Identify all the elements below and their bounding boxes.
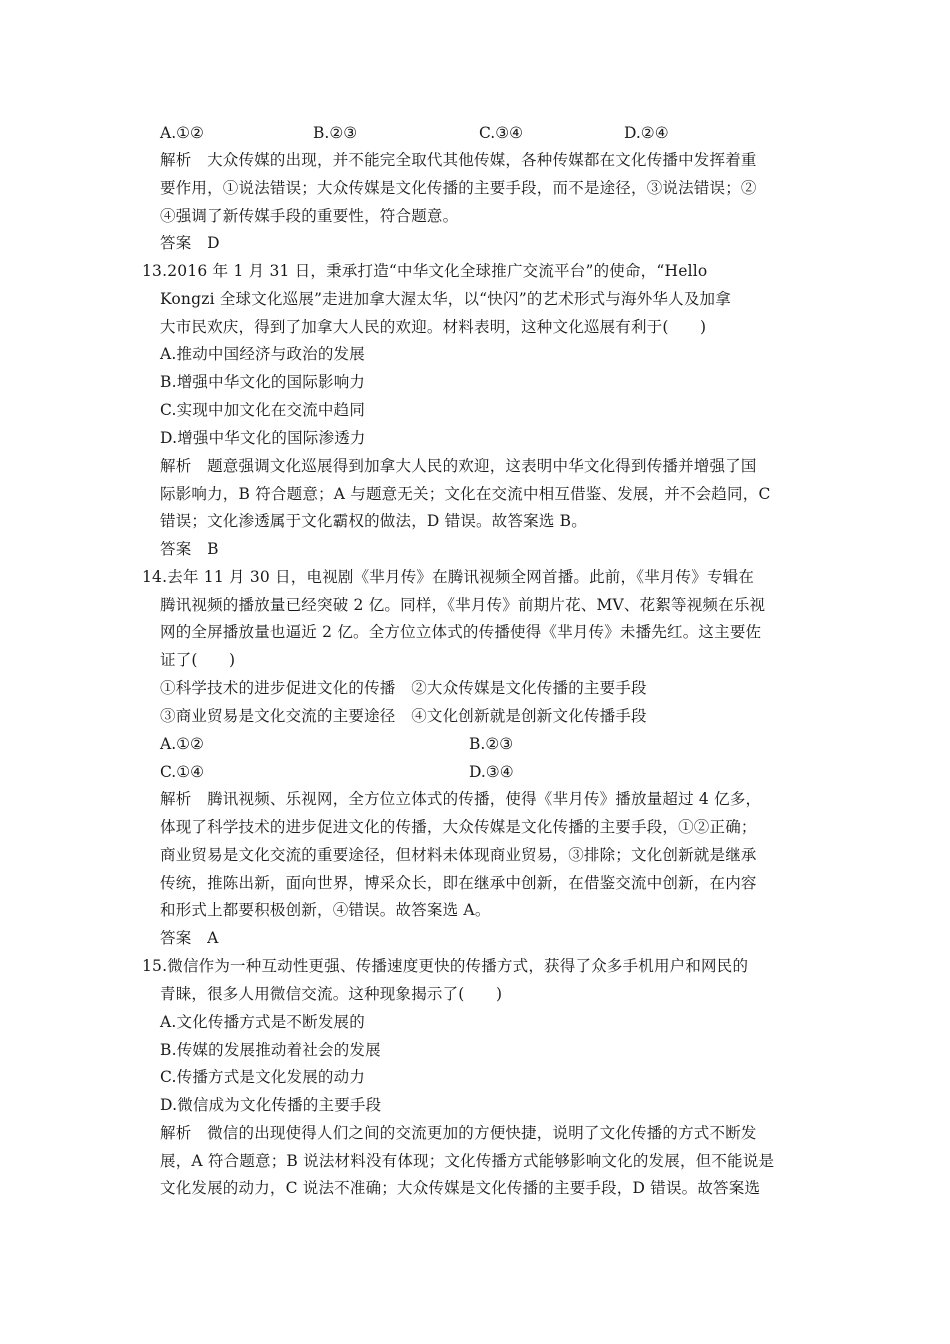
q14-option-a: A.①② xyxy=(160,735,204,753)
q13-option-c: C.实现中加文化在交流中趋同 xyxy=(160,401,366,419)
q15-option-c: C.传播方式是文化发展的动力 xyxy=(160,1068,366,1086)
q14-option-c: C.①④ xyxy=(160,763,205,781)
q15-option-a: A.文化传播方式是不断发展的 xyxy=(160,1013,365,1031)
q14-statement-line: ③商业贸易是文化交流的主要途径 ④文化创新就是创新文化传播手段 xyxy=(160,707,647,725)
q15-analysis-line: 解析 微信的出现使得人们之间的交流更加的方便快捷，说明了文化传播的方式不断发 xyxy=(160,1124,757,1142)
q15-analysis-line: 文化发展的动力，C 说法不准确；大众传媒是文化传播的主要手段，D 错误。故答案选 xyxy=(160,1179,761,1197)
q13-option-a: A.推动中国经济与政治的发展 xyxy=(160,345,365,363)
q12-option-b: B.②③ xyxy=(313,124,358,142)
q14-analysis-line: 传统，推陈出新，面向世界，博采众长，即在继承中创新，在借鉴交流中创新，在内容 xyxy=(160,874,757,892)
q14-analysis-line: 体现了科学技术的进步促进文化的传播，大众传媒是文化传播的主要手段，①②正确； xyxy=(160,818,757,836)
q14-analysis-line: 和形式上都要积极创新，④错误。故答案选 A。 xyxy=(160,901,491,919)
q14-option-d: D.③④ xyxy=(469,763,514,781)
q12-answer: 答案 D xyxy=(160,234,220,252)
q14-analysis-line: 解析 腾讯视频、乐视网，全方位立体式的传播，使得《芈月传》播放量超过 4 亿多， xyxy=(160,790,762,808)
q13-stem-line: 13.2016 年 1 月 31 日，秉承打造“中华文化全球推广交流平台”的使命，“Hello xyxy=(142,262,708,280)
q14-option-b: B.②③ xyxy=(469,735,514,753)
q15-analysis-line: 展，A 符合题意；B 说法材料没有体现；文化传播方式能够影响文化的发展，但不能说是 xyxy=(160,1152,775,1170)
q12-analysis-line: 要作用，①说法错误；大众传媒是文化传播的主要手段，而不是途径，③说法错误；② xyxy=(160,179,757,197)
q14-stem-line: 14.去年 11 月 30 日，电视剧《芈月传》在腾讯视频全网首播。此前，《芈月传》专辑在 xyxy=(142,568,755,586)
q14-answer: 答案 A xyxy=(160,929,219,947)
q13-option-b: B.增强中华文化的国际影响力 xyxy=(160,373,366,391)
q14-statement-line: ①科学技术的进步促进文化的传播 ②大众传媒是文化传播的主要手段 xyxy=(160,679,647,697)
q12-analysis-line: 解析 大众传媒的出现，并不能完全取代其他传媒，各种传媒都在文化传播中发挥着重 xyxy=(160,151,757,169)
q14-stem-line: 证了( ) xyxy=(160,651,236,669)
q14-stem-line: 腾讯视频的播放量已经突破 2 亿。同样，《芈月传》前期片花、MV、花絮等视频在乐视 xyxy=(160,596,766,614)
q15-option-b: B.传媒的发展推动着社会的发展 xyxy=(160,1041,381,1059)
q14-stem-line: 网的全屏播放量也逼近 2 亿。全方位立体式的传播使得《芈月传》未播先红。这主要佐 xyxy=(160,623,762,641)
q13-analysis-line: 解析 题意强调文化巡展得到加拿大人民的欢迎，这表明中华文化得到传播并增强了国 xyxy=(160,457,757,475)
q13-answer: 答案 B xyxy=(160,540,219,558)
q12-option-c: C.③④ xyxy=(479,124,524,142)
q13-stem-line: 大市民欢庆，得到了加拿大人民的欢迎。材料表明，这种文化巡展有利于( ) xyxy=(160,318,707,336)
q13-analysis-line: 错误；文化渗透属于文化霸权的做法，D 错误。故答案选 B。 xyxy=(160,512,587,530)
q13-option-d: D.增强中华文化的国际渗透力 xyxy=(160,429,366,447)
q15-stem-line: 青睐，很多人用微信交流。这种现象揭示了( ) xyxy=(160,985,503,1003)
q12-option-a: A.①② xyxy=(160,124,204,142)
q12-option-d: D.②④ xyxy=(624,124,669,142)
q12-analysis-line: ④强调了新传媒手段的重要性，符合题意。 xyxy=(160,207,459,225)
q13-stem-line: Kongzi 全球文化巡展”走进加拿大渥太华，以“快闪”的艺术形式与海外华人及加拿 xyxy=(160,290,731,308)
q15-option-d: D.微信成为文化传播的主要手段 xyxy=(160,1096,382,1114)
q13-analysis-line: 际影响力，B 符合题意；A 与题意无关；文化在交流中相互借鉴、发展，并不会趋同，C xyxy=(160,485,771,503)
q14-analysis-line: 商业贸易是文化交流的重要途径，但材料未体现商业贸易，③排除；文化创新就是继承 xyxy=(160,846,757,864)
q15-stem-line: 15.微信作为一种互动性更强、传播速度更快的传播方式，获得了众多手机用户和网民的 xyxy=(142,957,749,975)
